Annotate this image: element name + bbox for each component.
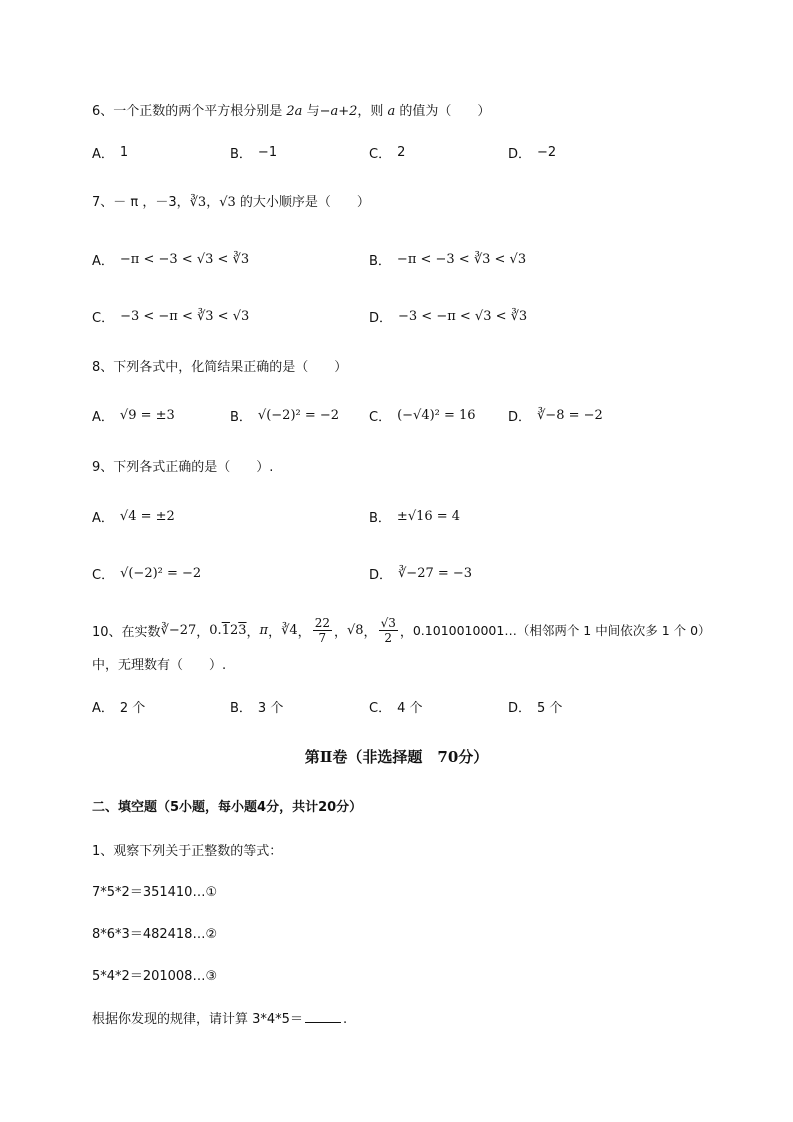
q10-sep: ， xyxy=(333,624,347,640)
option-text: √9 = ±3 xyxy=(119,408,175,423)
q6-text: ，则 xyxy=(357,104,388,119)
q10-cuberoot-4: ∛4 xyxy=(281,622,298,638)
fill-1-question-text: 根据你发现的规律，请计算 3*4*5＝ xyxy=(92,1012,303,1027)
option-text: 4 个 xyxy=(397,701,423,716)
decimal-part: 1 xyxy=(221,622,230,638)
q6-var-a: a xyxy=(387,104,396,119)
fraction-numerator: √3 xyxy=(380,615,396,630)
q6-text: 的值为（ ） xyxy=(395,104,491,119)
option-letter: A． xyxy=(92,511,114,526)
decimal-part: 3 xyxy=(238,622,247,638)
option-letter: C． xyxy=(369,701,392,716)
option-text: √(−2)² = −2 xyxy=(257,408,340,423)
q6-option-b[interactable] xyxy=(230,143,277,162)
answer-blank[interactable] xyxy=(305,1010,341,1023)
q6-option-d[interactable] xyxy=(508,143,556,162)
q10-sqrt-8: √8 xyxy=(346,622,364,638)
q7-text: 7、－ π ，－3， xyxy=(92,195,190,210)
question-6-options xyxy=(92,143,712,167)
option-text: ∛−8 = −2 xyxy=(537,408,603,423)
option-letter: B． xyxy=(369,511,391,526)
q10-text: 10、在实数 xyxy=(92,624,161,640)
q10-sep: ， xyxy=(297,624,311,640)
fill-1-equation-2: 8*6*3＝482418…② xyxy=(92,927,218,942)
fill-1-equation-1: 7*5*2＝351410…① xyxy=(92,885,218,900)
q10-sep: ， xyxy=(363,624,377,640)
option-text: 2 xyxy=(397,145,406,160)
q6-expr-2a: 2a xyxy=(286,104,303,119)
q7-option-d[interactable] xyxy=(369,307,527,326)
option-text: √(−2)² = −2 xyxy=(120,566,202,581)
q10-pi: π xyxy=(259,622,269,638)
option-letter: D． xyxy=(369,311,393,326)
q10-nonrepeating-decimal: 0.1010010001…（相邻两个 1 中间依次多 1 个 0） xyxy=(412,623,711,638)
option-letter: D． xyxy=(369,568,393,583)
question-9-options-row2 xyxy=(92,564,712,588)
option-letter: B． xyxy=(230,410,252,425)
option-text: 3 个 xyxy=(257,701,284,716)
option-letter: A． xyxy=(92,254,114,269)
q7-sep: ， xyxy=(206,195,220,210)
q9-option-b[interactable] xyxy=(369,507,460,526)
q10-option-c[interactable] xyxy=(369,697,422,716)
q7-option-c[interactable] xyxy=(92,307,249,326)
q9-option-a[interactable] xyxy=(92,507,175,526)
option-letter: A． xyxy=(92,410,114,425)
option-text: (−√4)² = 16 xyxy=(397,408,476,423)
option-text: 5 个 xyxy=(537,701,563,716)
option-letter: C． xyxy=(92,568,115,583)
option-text: −1 xyxy=(257,145,278,160)
option-letter: B． xyxy=(230,701,252,716)
option-letter: C． xyxy=(369,147,392,162)
question-8-options xyxy=(92,406,712,430)
q10-option-a[interactable] xyxy=(92,697,145,716)
q6-text: 6、一个正数的两个平方根分别是 xyxy=(92,104,287,119)
section-subtitle: 二、填空题（5小题，每小题4分，共计20分） xyxy=(92,800,363,815)
fraction-denominator: 7 xyxy=(318,630,327,645)
question-7-options-row2 xyxy=(92,307,712,331)
q7-sqrt-3: √3 xyxy=(219,195,236,210)
option-letter: D． xyxy=(508,147,532,162)
option-text: −2 xyxy=(537,145,557,160)
q7-text: 的大小顺序是（ ） xyxy=(235,195,370,210)
question-9-stem: 9、下列各式正确的是（ ）. xyxy=(92,460,274,475)
q6-expr-neg-a-plus-2: −a+2 xyxy=(319,104,358,119)
decimal-part: 0. xyxy=(209,622,222,638)
q6-option-c[interactable] xyxy=(369,143,405,162)
q10-fraction-22-7 xyxy=(313,616,332,645)
q10-sep: ， xyxy=(246,624,260,640)
option-text: 1 xyxy=(119,145,129,160)
option-letter: D． xyxy=(508,410,532,425)
q6-text: 与 xyxy=(302,104,320,119)
question-9-options-row1 xyxy=(92,507,712,531)
option-text: 2 个 xyxy=(119,701,146,716)
option-letter: C． xyxy=(369,410,392,425)
decimal-part: 2 xyxy=(229,622,239,638)
question-7-stem xyxy=(92,191,370,210)
option-text: ∛−27 = −3 xyxy=(398,566,473,581)
option-letter: B． xyxy=(230,147,252,162)
q8-option-c[interactable] xyxy=(369,406,476,425)
option-text: ±√16 = 4 xyxy=(396,509,461,524)
question-10-stem xyxy=(92,612,711,648)
q10-fraction-sqrt3-2 xyxy=(379,616,398,645)
option-letter: A． xyxy=(92,701,114,716)
option-letter: B． xyxy=(369,254,391,269)
q9-option-d[interactable] xyxy=(369,564,472,583)
question-6-stem xyxy=(92,100,490,119)
fill-1-question-period: . xyxy=(342,1012,348,1027)
fill-1-equation-3: 5*4*2＝201008…③ xyxy=(92,969,218,984)
option-text: −3 < −π < √3 < ∛3 xyxy=(398,309,528,324)
q10-cuberoot-neg27: ∛−27 xyxy=(160,622,197,638)
q9-option-c[interactable] xyxy=(92,564,201,583)
question-8-stem: 8、下列各式中，化简结果正确的是（ ） xyxy=(92,360,348,375)
q10-sep: ， xyxy=(196,624,210,640)
fill-1-question xyxy=(92,1008,347,1027)
q7-option-a[interactable] xyxy=(92,250,249,269)
fraction-numerator: 22 xyxy=(314,615,330,630)
option-text: √4 = ±2 xyxy=(119,509,175,524)
section-title: 第Ⅱ卷（非选择题 70分） xyxy=(304,748,489,766)
option-text: −3 < −π < ∛3 < √3 xyxy=(120,309,250,324)
q8-option-a[interactable] xyxy=(92,406,175,425)
q8-option-d[interactable] xyxy=(508,406,603,425)
q10-option-b[interactable] xyxy=(230,697,283,716)
fill-1-stem: 1、观察下列关于正整数的等式： xyxy=(92,844,283,859)
q10-repeating-decimal xyxy=(209,623,246,638)
q10-option-d[interactable] xyxy=(508,697,562,716)
q7-cuberoot-3: ∛3 xyxy=(189,195,207,210)
question-7-options-row1 xyxy=(92,250,712,274)
option-text: −π < −3 < ∛3 < √3 xyxy=(396,252,527,267)
fraction-denominator: 2 xyxy=(384,630,393,645)
q8-option-b[interactable] xyxy=(230,406,339,425)
option-letter: D． xyxy=(508,701,532,716)
option-letter: C． xyxy=(92,311,115,326)
question-10-line2: 中，无理数有（ ）. xyxy=(92,658,227,673)
q6-option-a[interactable] xyxy=(92,143,128,162)
q10-sep: ， xyxy=(399,624,413,640)
question-10-options xyxy=(92,697,712,721)
q7-option-b[interactable] xyxy=(369,250,526,269)
q10-sep: ， xyxy=(268,624,282,640)
option-letter: A． xyxy=(92,147,114,162)
option-text: −π < −3 < √3 < ∛3 xyxy=(119,252,250,267)
